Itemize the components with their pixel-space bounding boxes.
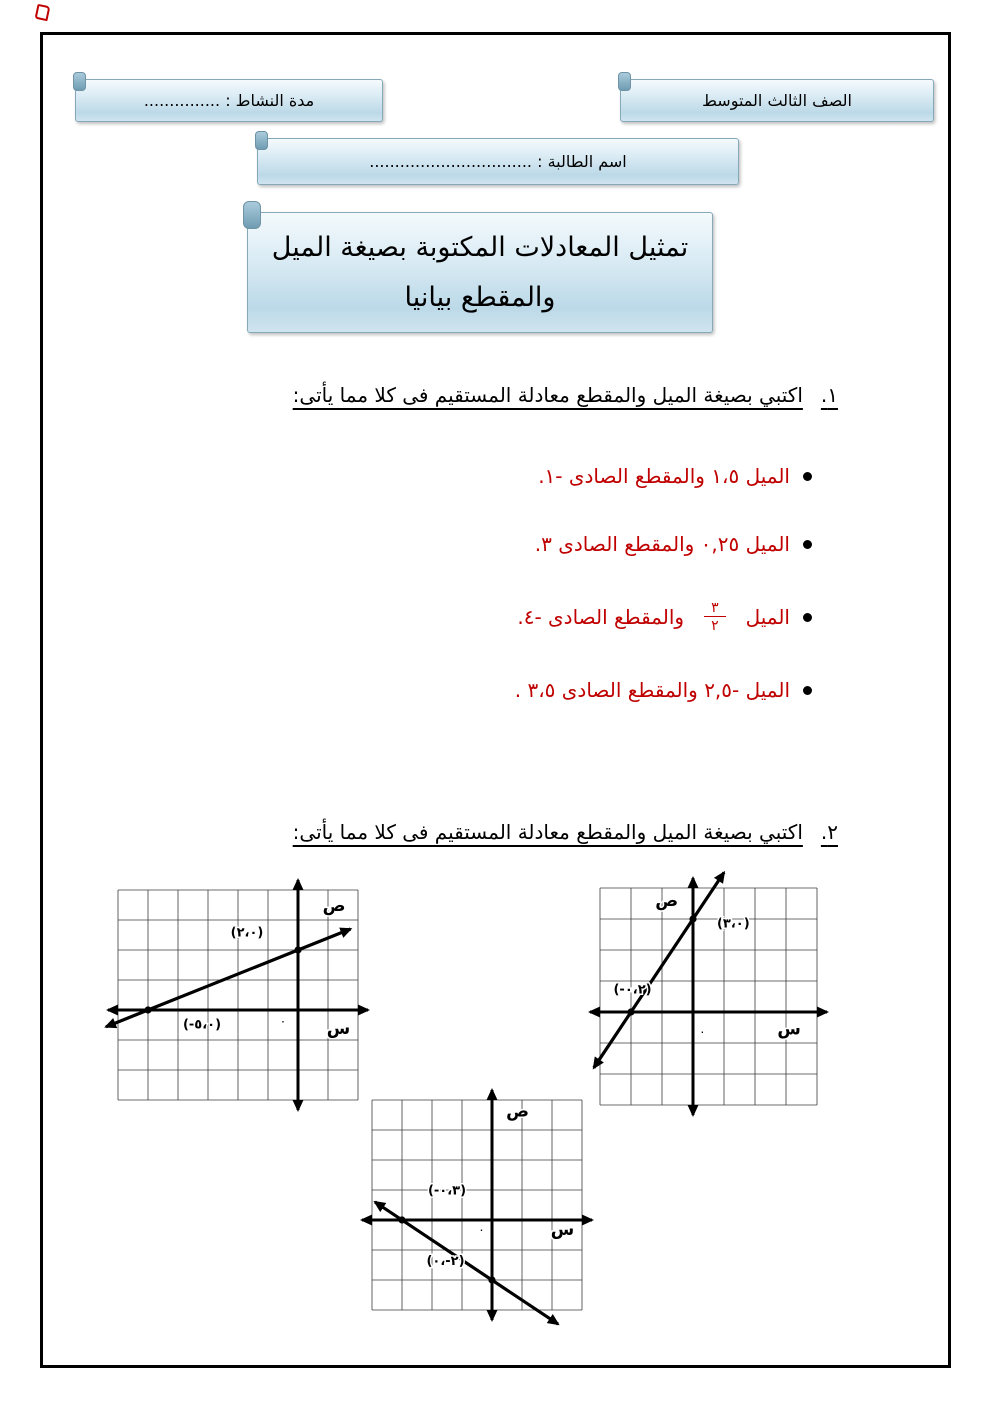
origin-label: ٠ bbox=[478, 1222, 485, 1237]
student-name-label: اسم الطالبة : ................................ bbox=[369, 152, 627, 171]
coordinate-graph-1 bbox=[100, 872, 376, 1118]
point-label: (٢،٠) bbox=[230, 925, 264, 941]
question-1-prompt: اكتبي بصيغة الميل والمقطع معادلة المستقيم فى كلا مما يأتى: bbox=[292, 383, 803, 407]
coordinate-grid bbox=[100, 872, 376, 1118]
y-axis-label: ص bbox=[506, 1101, 529, 1122]
student-name-banner bbox=[257, 138, 739, 185]
question-1-bullet-list bbox=[515, 464, 812, 702]
bullet-item-3-before: الميل bbox=[745, 605, 790, 630]
bullet-item-1 bbox=[515, 464, 812, 488]
worksheet-title-line2: والمقطع بيانيا bbox=[404, 281, 556, 313]
coordinate-grid bbox=[354, 1082, 600, 1328]
question-2-number: ٢. bbox=[820, 820, 838, 844]
intercept-point bbox=[689, 915, 696, 922]
intercept-point bbox=[144, 1006, 151, 1013]
origin-label: ٠ bbox=[279, 1014, 287, 1028]
question-2-prompt: اكتبي بصيغة الميل والمقطع معادلة المستقيم فى كلا مما يأتى: bbox=[292, 820, 803, 844]
activity-duration-banner bbox=[75, 79, 383, 122]
bullet-dot-icon bbox=[803, 686, 812, 695]
grade-banner bbox=[620, 79, 934, 122]
bullet-item-2-text: الميل ٠,٢٥ والمقطع الصادى ٣. bbox=[534, 532, 790, 556]
fraction-denominator: ٢ bbox=[704, 616, 726, 634]
bullet-item-4-text: الميل -٢,٥ والمقطع الصادى ٣،٥ . bbox=[514, 678, 790, 703]
worksheet-title-line1: تمثيل المعادلات المكتوبة بصيغة الميل bbox=[271, 231, 689, 263]
intercept-point bbox=[398, 1216, 405, 1223]
grade-label: الصف الثالث المتوسط bbox=[702, 91, 852, 110]
intercept-point bbox=[627, 1008, 634, 1015]
coordinate-grid bbox=[582, 870, 835, 1123]
bullet-item-3 bbox=[515, 600, 812, 634]
x-axis-label: س bbox=[550, 1220, 575, 1240]
point-label: (-٠،٢) bbox=[613, 982, 652, 998]
corner-scribble-artifact bbox=[35, 4, 51, 21]
coordinate-graph-3 bbox=[354, 1082, 600, 1328]
question-2 bbox=[293, 820, 838, 844]
question-1-number: ١. bbox=[820, 383, 838, 407]
worksheet-title-scroll bbox=[247, 212, 713, 333]
origin-label: ٠ bbox=[699, 1024, 706, 1039]
bullet-dot-icon bbox=[803, 472, 812, 481]
point-label: (-٠،٣) bbox=[427, 1183, 467, 1199]
coordinate-graph-2 bbox=[582, 870, 835, 1123]
bullet-dot-icon bbox=[803, 540, 812, 549]
plotted-line bbox=[106, 929, 351, 1027]
intercept-point bbox=[488, 1276, 495, 1283]
slope-fraction bbox=[704, 600, 726, 634]
intercept-point bbox=[294, 946, 301, 953]
bullet-item-4 bbox=[515, 678, 812, 702]
y-axis-label: ص bbox=[322, 896, 346, 916]
activity-duration-label: مدة النشاط : ............... bbox=[143, 91, 315, 110]
point-label: (٢-،٠) bbox=[426, 1254, 465, 1269]
point-label: (٣،٠) bbox=[716, 916, 750, 932]
x-axis-label: س bbox=[777, 1019, 801, 1040]
question-1 bbox=[293, 383, 838, 407]
bullet-item-3-after: والمقطع الصادى -٤. bbox=[517, 605, 685, 630]
bullet-item-2 bbox=[515, 532, 812, 556]
bullet-item-1-text: الميل ١،٥ والمقطع الصادى -١. bbox=[538, 464, 790, 488]
y-axis-label: ص bbox=[655, 890, 679, 911]
grid-lines bbox=[372, 1100, 582, 1310]
grid-lines bbox=[118, 890, 358, 1100]
point-label: (-٥،٠) bbox=[182, 1017, 222, 1033]
fraction-numerator: ٣ bbox=[711, 600, 719, 616]
x-axis-label: س bbox=[326, 1019, 351, 1039]
bullet-dot-icon bbox=[803, 613, 812, 622]
